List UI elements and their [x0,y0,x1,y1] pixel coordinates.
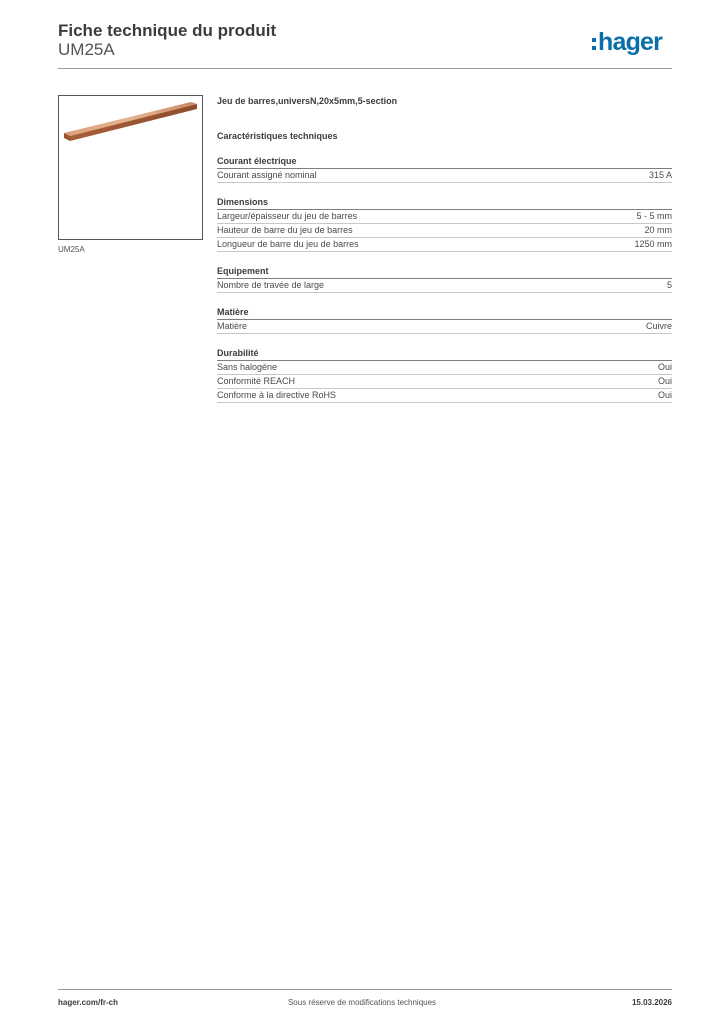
spec-group-material [217,306,672,334]
footer-website-link[interactable]: hager.com/fr-ch [58,998,119,1007]
spec-group-title: Dimensions [217,196,672,210]
product-name: Jeu de barres,universN,20x5mm,5-section [217,96,398,106]
spec-label: Courant assigné nominal [217,170,317,180]
spec-label: Hauteur de barre du jeu de barres [217,225,353,235]
spec-label: Conforme à la directive RoHS [217,390,337,400]
product-reference: UM25A [58,40,115,59]
spec-row [217,320,672,334]
specs-title: Caractéristiques techniques [217,131,338,141]
spec-row [217,375,672,389]
spec-group-title: Equipement [217,265,672,279]
footer-disclaimer: Sous réserve de modifications techniques [287,998,437,1007]
footer-date: 15.03.2026 [631,998,672,1007]
spec-value: 20 mm [644,225,672,235]
spec-row [217,169,672,183]
spec-value: 1250 mm [634,239,672,249]
hager-logo [592,28,662,56]
spec-label: Nombre de travée de large [217,280,325,290]
spec-group-title: Matière [217,306,672,320]
spec-group-current [217,155,672,183]
product-image-frame [58,95,203,240]
product-image-caption: UM25A [58,245,85,254]
header-divider [58,68,672,69]
spec-value: Cuivre [645,321,672,331]
spec-group-durability [217,347,672,403]
spec-value: 315 A [648,170,672,180]
document-title: Fiche technique du produit [58,21,277,40]
spec-group-title: Courant électrique [217,155,672,169]
spec-label: Longueur de barre du jeu de barres [217,239,359,249]
spec-value: 5 - 5 mm [636,211,672,221]
spec-group-dimensions [217,196,672,252]
footer-divider [58,989,672,990]
spec-row [217,389,672,403]
spec-label: Sans halogène [217,362,278,372]
logo-wordmark: hager [598,28,663,56]
spec-row [217,210,672,224]
spec-row [217,361,672,375]
spec-label: Matière [217,321,248,331]
product-content [217,95,672,403]
spec-value: Oui [657,390,672,400]
spec-group-equipment [217,265,672,293]
spec-label: Largeur/épaisseur du jeu de barres [217,211,358,221]
copper-busbar-image [59,96,202,239]
spec-label: Conformité REACH [217,376,296,386]
spec-value: Oui [657,376,672,386]
spec-value: 5 [666,280,672,290]
spec-row [217,279,672,293]
spec-group-title: Durabilité [217,347,672,361]
spec-row [217,238,672,252]
spec-row [217,224,672,238]
logo-dots-icon [592,38,596,50]
spec-value: Oui [657,362,672,372]
